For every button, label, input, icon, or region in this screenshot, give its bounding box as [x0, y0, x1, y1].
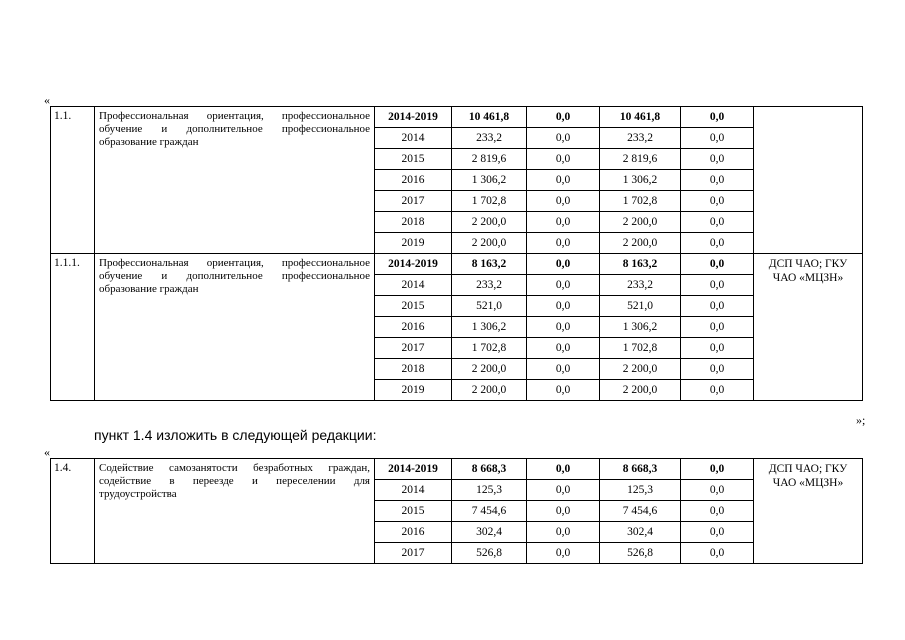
value-cell: 125,3 [600, 480, 681, 501]
value-cell: 233,2 [452, 128, 527, 149]
value-cell: 521,0 [600, 296, 681, 317]
value-cell: 0,0 [527, 480, 600, 501]
value-cell: 7 454,6 [600, 501, 681, 522]
value-cell: 521,0 [452, 296, 527, 317]
value-cell: 233,2 [452, 275, 527, 296]
value-cell: 0,0 [681, 459, 754, 480]
value-cell: 0,0 [527, 459, 600, 480]
table-row [51, 107, 863, 128]
value-cell: 0,0 [681, 233, 754, 254]
year-cell: 2017 [375, 338, 452, 359]
item-name: Профессиональная ориентация, профессиональное обучение и дополнительное профессиональное образование граждан [95, 254, 375, 401]
value-cell: 2 200,0 [600, 359, 681, 380]
year-cell: 2015 [375, 296, 452, 317]
value-cell: 2 200,0 [452, 359, 527, 380]
value-cell: 1 702,8 [452, 338, 527, 359]
value-cell: 2 200,0 [452, 212, 527, 233]
year-cell: 2015 [375, 501, 452, 522]
value-cell: 1 702,8 [600, 191, 681, 212]
value-cell: 0,0 [681, 149, 754, 170]
value-cell: 0,0 [681, 128, 754, 149]
value-cell: 2 819,6 [452, 149, 527, 170]
value-cell: 2 200,0 [600, 380, 681, 401]
value-cell: 0,0 [527, 212, 600, 233]
value-cell: 0,0 [527, 275, 600, 296]
year-cell: 2014 [375, 480, 452, 501]
value-cell: 2 200,0 [600, 212, 681, 233]
value-cell: 1 702,8 [600, 338, 681, 359]
value-cell: 1 306,2 [452, 317, 527, 338]
value-cell: 0,0 [527, 170, 600, 191]
value-cell: 8 668,3 [600, 459, 681, 480]
year-cell: 2015 [375, 149, 452, 170]
value-cell: 2 200,0 [452, 233, 527, 254]
value-cell: 0,0 [681, 543, 754, 564]
value-cell: 0,0 [681, 212, 754, 233]
value-cell: 302,4 [600, 522, 681, 543]
item-name: Содействие самозанятости безработных граждан, содействие в переезде и переселении для трудоустройства [95, 459, 375, 564]
value-cell: 0,0 [681, 296, 754, 317]
year-cell: 2018 [375, 212, 452, 233]
value-cell: 0,0 [527, 107, 600, 128]
value-cell: 0,0 [681, 107, 754, 128]
year-cell: 2014 [375, 128, 452, 149]
value-cell: 0,0 [681, 254, 754, 275]
value-cell: 0,0 [527, 296, 600, 317]
open-quote-2: « [44, 445, 50, 459]
table-row [51, 254, 863, 275]
value-cell: 8 163,2 [452, 254, 527, 275]
value-cell: 0,0 [681, 480, 754, 501]
program-table-2 [50, 458, 863, 564]
value-cell: 0,0 [681, 317, 754, 338]
item-number: 1.1. [51, 107, 95, 254]
year-cell: 2018 [375, 359, 452, 380]
value-cell: 0,0 [681, 380, 754, 401]
year-cell: 2014-2019 [375, 254, 452, 275]
value-cell: 0,0 [527, 128, 600, 149]
close-quote: »; [856, 413, 866, 427]
instruction-text: пункт 1.4 изложить в следующей редакции: [94, 427, 377, 443]
value-cell: 8 668,3 [452, 459, 527, 480]
value-cell: 0,0 [681, 275, 754, 296]
value-cell: 0,0 [681, 170, 754, 191]
item-number: 1.1.1. [51, 254, 95, 401]
value-cell: 8 163,2 [600, 254, 681, 275]
responsible-cell: ДСП ЧАО; ГКУ ЧАО «МЦЗН» [754, 254, 863, 401]
value-cell: 0,0 [527, 338, 600, 359]
year-cell: 2017 [375, 191, 452, 212]
value-cell: 2 200,0 [452, 380, 527, 401]
value-cell: 0,0 [527, 501, 600, 522]
value-cell: 10 461,8 [452, 107, 527, 128]
year-cell: 2019 [375, 233, 452, 254]
value-cell: 7 454,6 [452, 501, 527, 522]
value-cell: 233,2 [600, 128, 681, 149]
value-cell: 0,0 [527, 380, 600, 401]
value-cell: 0,0 [527, 522, 600, 543]
open-quote-1: « [44, 93, 50, 107]
value-cell: 0,0 [681, 359, 754, 380]
value-cell: 526,8 [600, 543, 681, 564]
year-cell: 2014-2019 [375, 107, 452, 128]
year-cell: 2016 [375, 317, 452, 338]
value-cell: 1 306,2 [600, 317, 681, 338]
value-cell: 526,8 [452, 543, 527, 564]
value-cell: 1 702,8 [452, 191, 527, 212]
value-cell: 0,0 [681, 191, 754, 212]
year-cell: 2016 [375, 522, 452, 543]
value-cell: 0,0 [681, 338, 754, 359]
value-cell: 2 819,6 [600, 149, 681, 170]
value-cell: 2 200,0 [600, 233, 681, 254]
item-number: 1.4. [51, 459, 95, 564]
value-cell: 0,0 [527, 254, 600, 275]
value-cell: 302,4 [452, 522, 527, 543]
value-cell: 0,0 [527, 233, 600, 254]
value-cell: 0,0 [681, 501, 754, 522]
year-cell: 2017 [375, 543, 452, 564]
program-table-1 [50, 106, 863, 401]
value-cell: 0,0 [681, 522, 754, 543]
value-cell: 0,0 [527, 191, 600, 212]
year-cell: 2019 [375, 380, 452, 401]
value-cell: 0,0 [527, 543, 600, 564]
item-name: Профессиональная ориентация, профессиональное обучение и дополнительное профессиональное образование граждан [95, 107, 375, 254]
responsible-cell: ДСП ЧАО; ГКУ ЧАО «МЦЗН» [754, 459, 863, 564]
value-cell: 233,2 [600, 275, 681, 296]
value-cell: 1 306,2 [452, 170, 527, 191]
value-cell: 125,3 [452, 480, 527, 501]
year-cell: 2016 [375, 170, 452, 191]
value-cell: 0,0 [527, 359, 600, 380]
value-cell: 0,0 [527, 149, 600, 170]
year-cell: 2014-2019 [375, 459, 452, 480]
year-cell: 2014 [375, 275, 452, 296]
table-row [51, 459, 863, 480]
responsible-cell [754, 107, 863, 254]
value-cell: 0,0 [527, 317, 600, 338]
value-cell: 10 461,8 [600, 107, 681, 128]
value-cell: 1 306,2 [600, 170, 681, 191]
